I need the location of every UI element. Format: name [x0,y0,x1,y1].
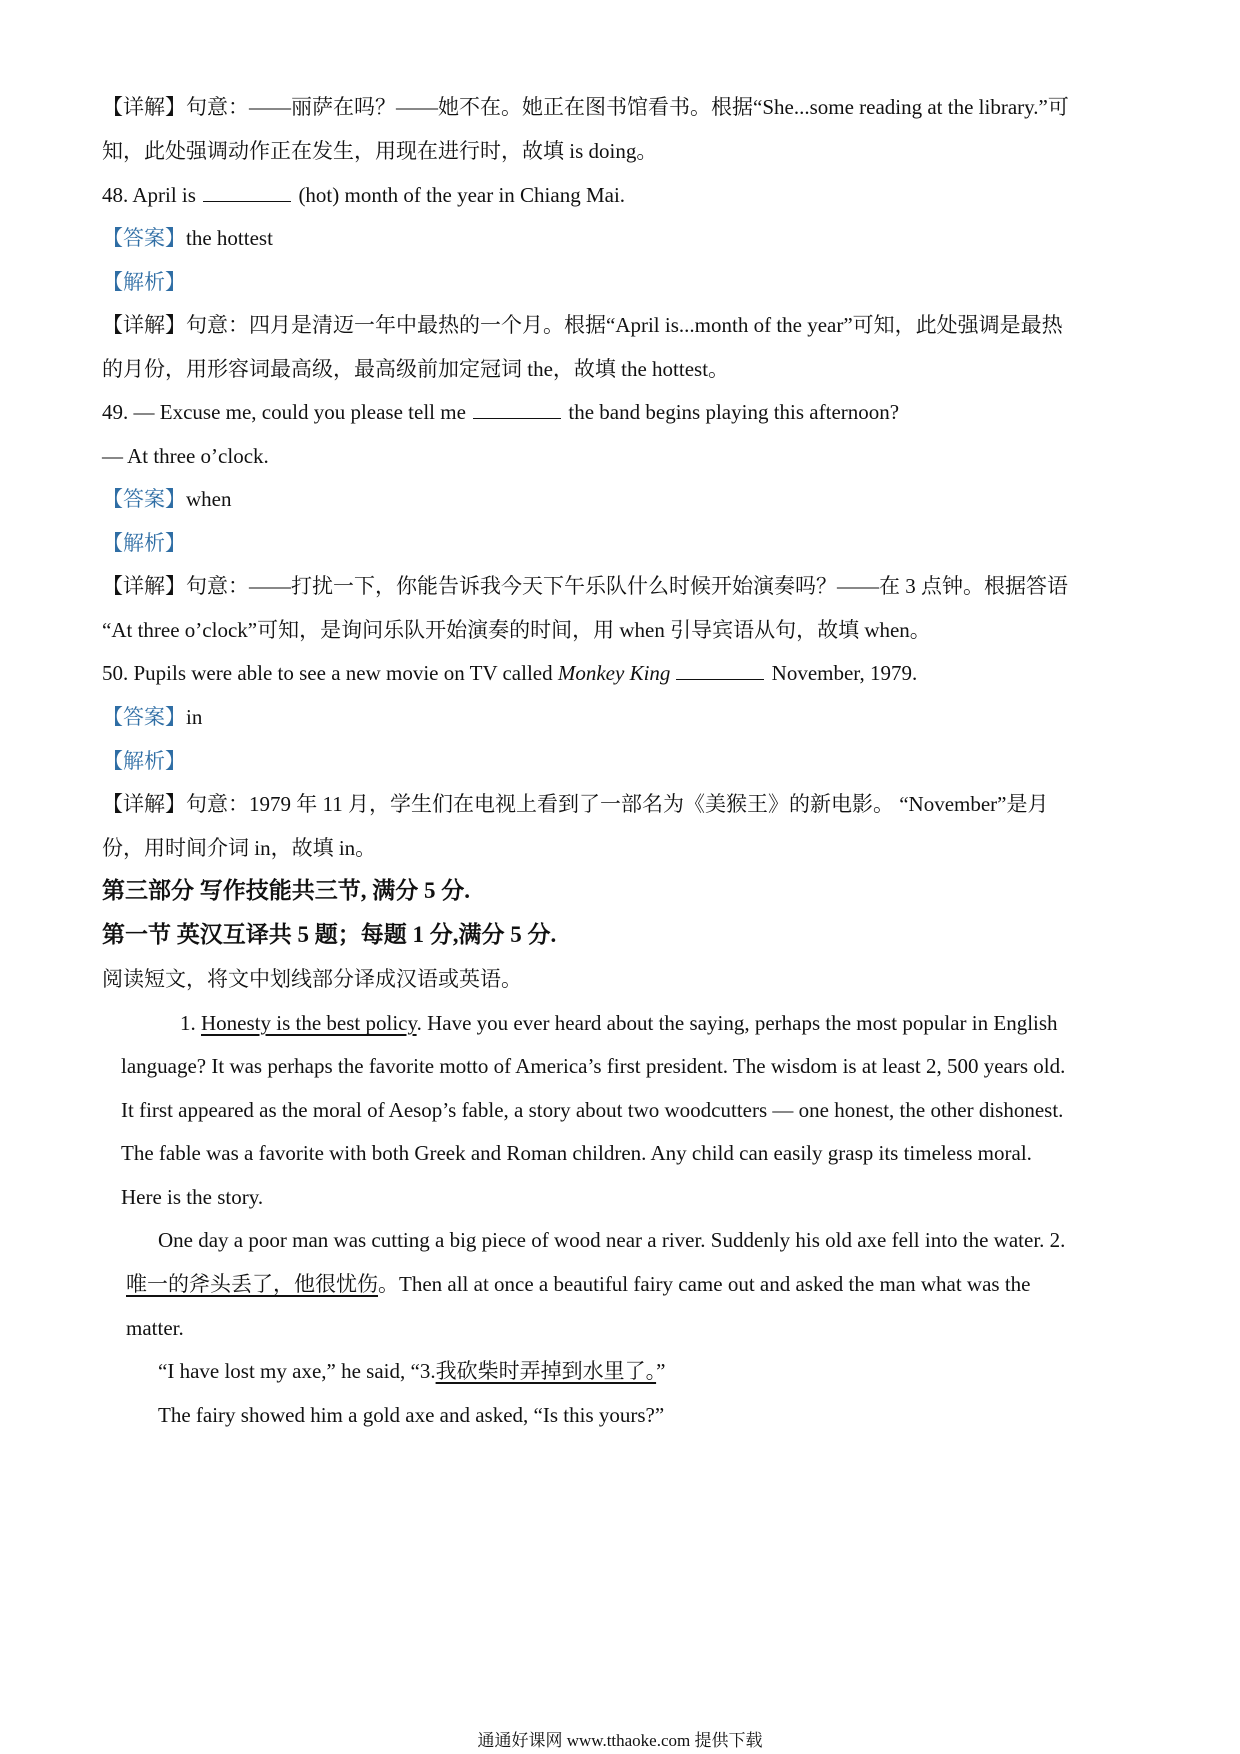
detail-text: 句意：——丽萨在吗？——她不在。她正在图书馆看书。根据“She...some reading at the library.”可 [186,95,1069,119]
question-text: the band begins playing this afternoon? [563,400,900,424]
passage-line: matter. [126,1316,184,1340]
question-text: 50. Pupils were able to see a new movie on TV called [102,661,558,685]
passage-text: “I have lost my axe,” he said, “3. [158,1359,436,1383]
question-text: 49. — Excuse me, could you please tell me [102,400,472,424]
underlined-phrase: 唯一的斧头丢了，他很忧伤 [126,1272,378,1296]
question-text: November, 1979. [766,661,918,685]
question-50 [102,659,917,687]
passage-line: The fairy showed him a gold axe and asked, “Is this yours?” [158,1403,665,1427]
instructions: 阅读短文，将文中划线部分译成汉语或英语。 [102,967,522,991]
question-text: 48. April is [102,183,202,207]
explanation-line [102,572,1068,600]
answer-48 [102,224,273,252]
passage-line [158,1357,665,1385]
question-49 [102,398,899,426]
answer-49 [102,485,232,513]
section-heading: 第三部分 写作技能共三节, 满分 5 分. [102,878,470,903]
analysis-tag-49: 【解析】 [102,531,186,555]
passage-text: 。Then all at once a beautiful fairy came out and asked the man what was the [378,1272,1031,1296]
passage-line [126,1270,1031,1298]
analysis-tag-50: 【解析】 [102,749,186,773]
answer-tag: 【答案】 [102,226,186,250]
passage-text: ” [656,1359,666,1383]
detail-text: 句意：1979 年 11 月，学生们在电视上看到了一部名为《美猴王》的新电影。 “November”是月 [186,792,1049,816]
movie-title: Monkey King [557,661,671,685]
analysis-tag-48: 【解析】 [102,270,186,294]
explanation-line [102,93,1069,121]
detail-tag: 【详解】 [102,574,186,598]
item-number: 1. [180,1011,201,1035]
answer-blank [676,661,764,680]
question-49-reply: — At three o’clock. [102,444,269,468]
answer-blank [203,183,291,202]
passage-text: . Have you ever heard about the saying, perhaps the most popular in English [416,1011,1058,1035]
explanation-line: 的月份，用形容词最高级，最高级前加定冠词 the，故填 the hottest。 [102,357,730,381]
passage-line: Here is the story. [121,1185,264,1209]
section-heading: 第一节 英汉互译共 5 题；每题 1 分,满分 5 分. [102,922,557,947]
passage-line: It first appeared as the moral of Aesop’s fable, a story about two woodcutters — one honest, the other dishonest. [121,1098,1064,1122]
answer-tag: 【答案】 [102,487,186,511]
page-footer: 通通好课网 www.tthaoke.com 提供下载 [477,1731,763,1750]
explanation-line: 份，用时间介词 in，故填 in。 [102,836,377,860]
underlined-phrase: Honesty is the best policy [201,1011,417,1035]
detail-tag: 【详解】 [102,95,186,119]
answer-text: the hottest [186,226,273,250]
question-48 [102,181,625,209]
answer-blank [473,400,561,419]
question-text: (hot) month of the year in Chiang Mai. [293,183,626,207]
passage-line [180,1009,1058,1037]
explanation-line: 知，此处强调动作正在发生，用现在进行时，故填 is doing。 [102,139,658,163]
passage-line: One day a poor man was cutting a big piece of wood near a river. Suddenly his old axe fell into the water. 2. [158,1228,1066,1252]
detail-text: 句意：四月是清迈一年中最热的一个月。根据“April is...month of the year”可知，此处强调是最热 [186,313,1063,337]
answer-text: in [186,705,203,729]
answer-text: when [186,487,232,511]
explanation-line [102,790,1049,818]
detail-tag: 【详解】 [102,792,186,816]
detail-tag: 【详解】 [102,313,186,337]
answer-tag: 【答案】 [102,705,186,729]
detail-text: 句意：——打扰一下，你能告诉我今天下午乐队什么时候开始演奏吗？——在 3 点钟。根据答语 [186,574,1068,598]
underlined-phrase: 我砍柴时弄掉到水里了。 [435,1359,657,1383]
explanation-line [102,311,1063,339]
passage-line: The fable was a favorite with both Greek and Roman children. Any child can easily grasp its timeless moral. [121,1141,1032,1165]
answer-50 [102,703,202,731]
explanation-line: “At three o’clock”可知，是询问乐队开始演奏的时间，用 when 引导宾语从句，故填 when。 [102,618,931,642]
passage-line: language? It was perhaps the favorite motto of America’s first president. The wisdom is at least 2, 500 years old. [121,1054,1066,1078]
